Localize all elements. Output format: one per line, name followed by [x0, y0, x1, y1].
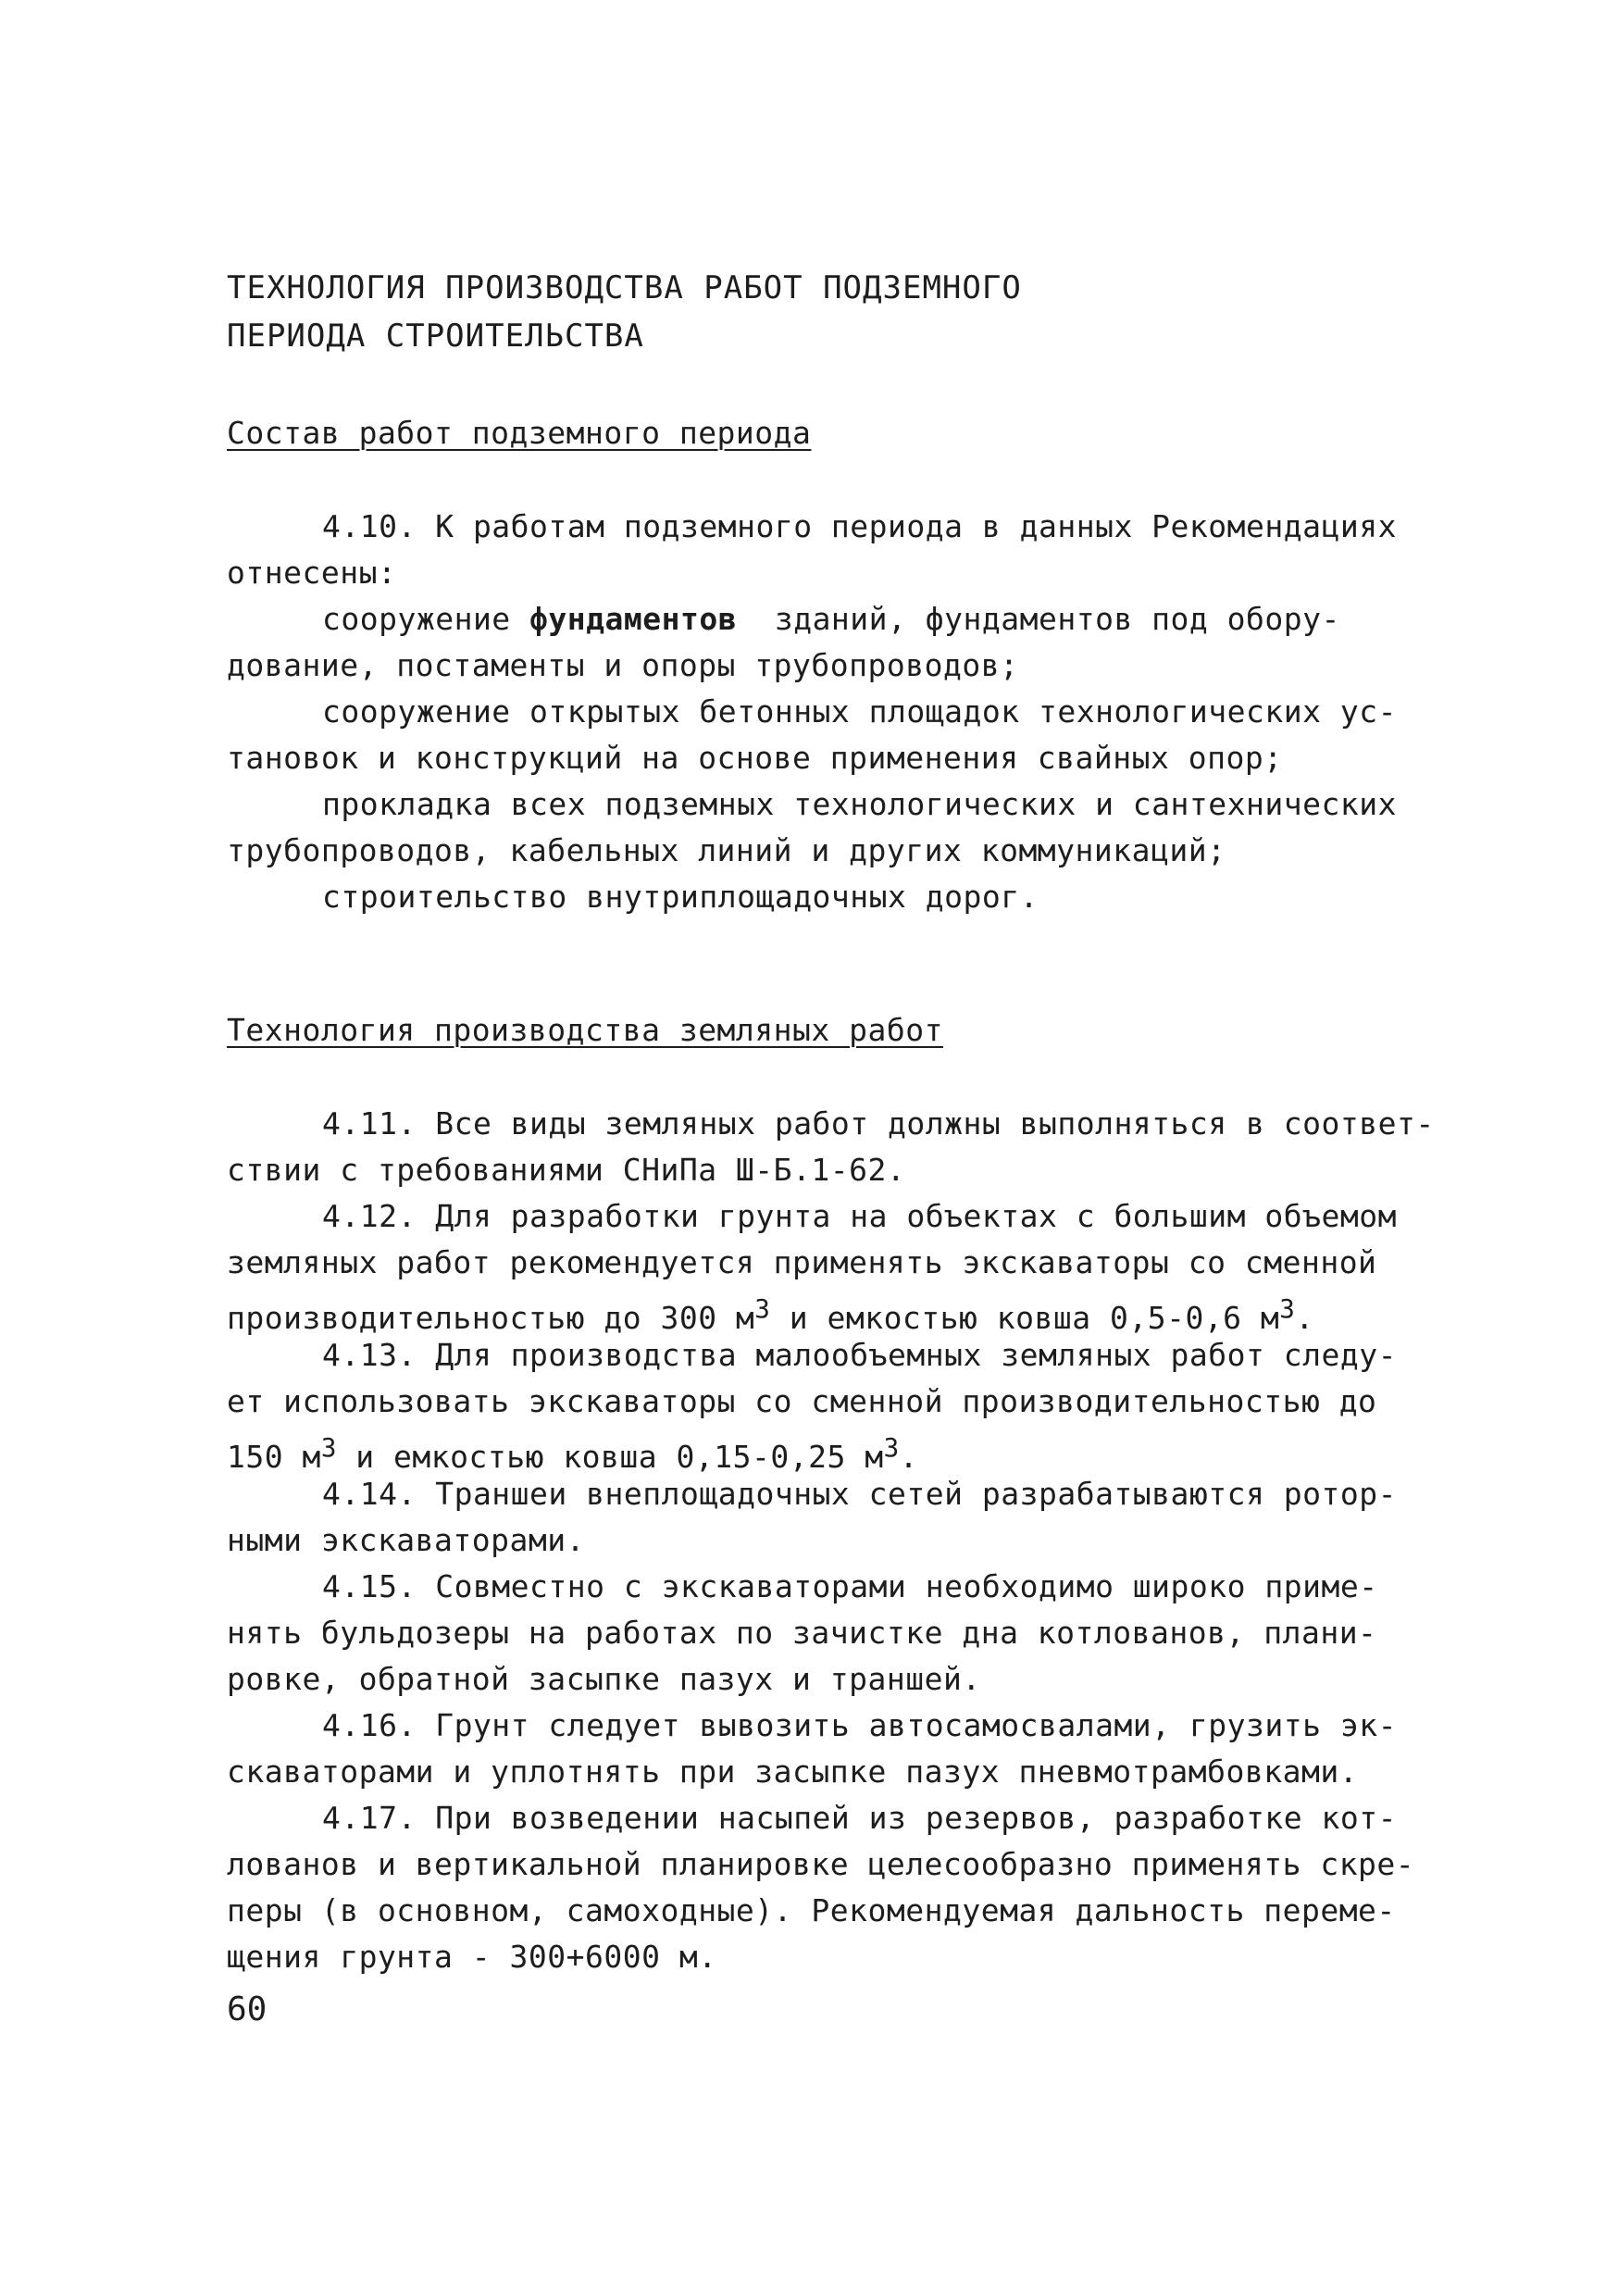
text-run: 150 м: [227, 1439, 321, 1475]
paragraph-line: 4.16. Грунт следует вывозить автосамосвалами, грузить эк-: [322, 1707, 1397, 1743]
paragraph-line: ными экскаваторами.: [227, 1522, 585, 1558]
text-run: зданий, фундаментов под обору-: [737, 601, 1340, 637]
paragraph-line: щения грунта - 300+6000 м.: [227, 1939, 717, 1975]
paragraph-line: 4.14. Траншеи внеплощадочных сетей разрабатываются ротор-: [322, 1476, 1397, 1512]
text-run: и емкостью ковша 0,15-0,25 м: [336, 1439, 884, 1475]
paragraph-line: 4.15. Совместно с экскаваторами необходимо широко приме-: [322, 1568, 1378, 1604]
superscript: 3: [754, 1294, 771, 1324]
text-run-bold: фундаментов: [529, 601, 738, 637]
paragraph-line: ровке, обратной засыпке пазух и траншей.: [227, 1661, 981, 1697]
paragraph-line: 4.17. При возведении насыпей из резервов, разработке кот-: [322, 1800, 1397, 1836]
paragraph-line: лованов и вертикальной планировке целесообразно применять скре-: [227, 1846, 1415, 1882]
paragraph-line: 4.12. Для разработки грунта на объектах с большим объемом: [322, 1198, 1397, 1234]
paragraph-line: [227, 1429, 1618, 1477]
paragraph-line: [322, 600, 1618, 639]
text-run: сооружение: [322, 601, 530, 637]
paragraph-line: ет использовать экскаваторы со сменной производительностью до: [227, 1383, 1377, 1419]
title-line: ПЕРИОДА СТРОИТЕЛЬСТВА: [227, 318, 644, 355]
paragraph-line: тановок и конструкций на основе применения свайных опор;: [227, 740, 1283, 776]
text-run: .: [899, 1439, 919, 1475]
title-line: ТЕХНОЛОГИЯ ПРОИЗВОДСТВА РАБОТ ПОДЗЕМНОГО: [227, 269, 1022, 306]
paragraph-line: ствии с требованиями СНиПа Ш-Б.1-62.: [227, 1152, 906, 1188]
page-number: 60: [227, 1990, 268, 2028]
paragraph-line: отнесены:: [227, 555, 397, 591]
paragraph-line: земляных работ рекомендуется применять экскаваторы со сменной: [227, 1244, 1377, 1280]
superscript: 3: [883, 1433, 900, 1463]
paragraph-line: нять бульдозеры на работах по зачистке дна котлованов, плани-: [227, 1615, 1377, 1651]
section-heading: Технология производства земляных работ: [227, 1012, 943, 1048]
paragraph-line: дование, постаменты и опоры трубопроводов;: [227, 647, 1019, 683]
paragraph-line: скаваторами и уплотнять при засыпке пазух пневмотрамбовками.: [227, 1753, 1359, 1790]
paragraph-line: 4.11. Все виды земляных работ должны выполняться в соответ-: [322, 1105, 1435, 1142]
superscript: 3: [320, 1433, 337, 1463]
paragraph-line: [227, 1290, 1618, 1338]
text-run: производительностью до 300 м: [227, 1300, 755, 1336]
paragraph-line: 4.10. К работам подземного периода в данных Рекомендациях: [322, 508, 1397, 544]
section-heading: Состав работ подземного периода: [227, 415, 812, 451]
paragraph-line: 4.13. Для производства малообъемных земляных работ следу-: [322, 1337, 1397, 1373]
paragraph-line: сооружение открытых бетонных площадок технологических ус-: [322, 693, 1397, 730]
text-run: и емкостью ковша 0,5-0,6 м: [770, 1300, 1280, 1336]
text-run: .: [1295, 1300, 1314, 1336]
paragraph-line: перы (в основном, самоходные). Рекомендуемая дальность переме-: [227, 1892, 1396, 1928]
paragraph-line: трубопроводов, кабельных линий и других коммуникаций;: [227, 832, 1226, 868]
superscript: 3: [1279, 1294, 1296, 1324]
paragraph-line: строительство внутриплощадочных дорог.: [322, 879, 1039, 915]
paragraph-line: прокладка всех подземных технологических и сантехнических: [322, 786, 1397, 822]
